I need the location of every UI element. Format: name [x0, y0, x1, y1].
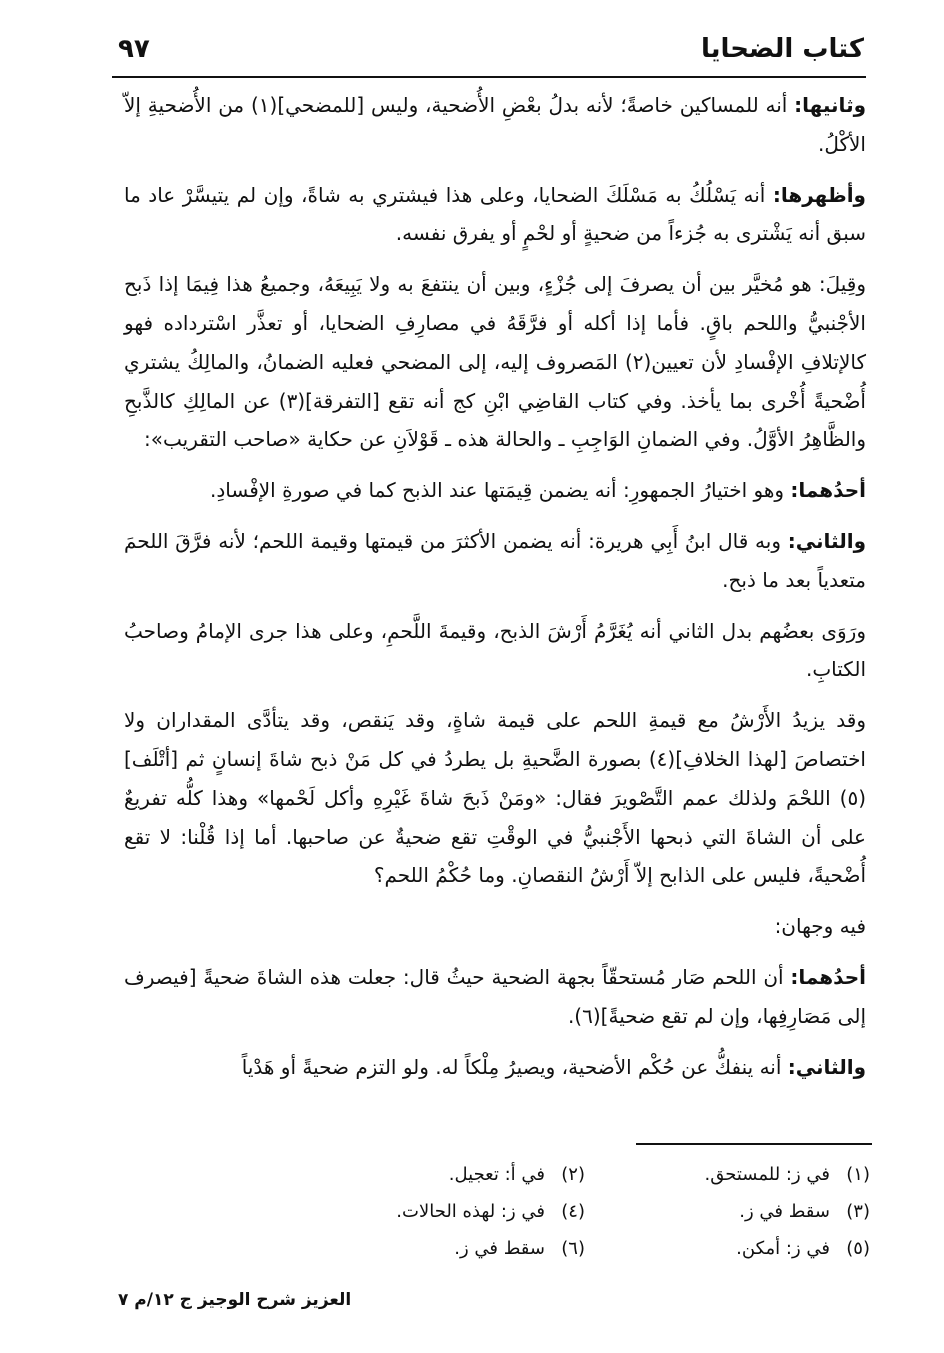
- paragraph: [124, 958, 866, 1036]
- footnote-number: (٤): [561, 1201, 585, 1222]
- paragraph-lead: والثاني:: [787, 1054, 866, 1079]
- body-text: [124, 86, 866, 1098]
- footnote: [585, 1238, 870, 1259]
- footnote-text: في ز: أمكن.: [736, 1238, 830, 1259]
- paragraph: [124, 471, 866, 510]
- footnote-row: [300, 1230, 870, 1267]
- paragraph: [124, 612, 866, 690]
- paragraph: [124, 265, 866, 459]
- paragraph-text: وقِيلَ: هو مُخيَّر بين أن يصرفَ إلى جُزْءٍ، وبين أن ينتفعَ به ولا يَبِيعَهُ، وجميعُ هذا فِيمَا إذا ذَبح الأجْنبيُّ واللحم باقٍ. فأما إذا أكله أو فرَّقَهُ في مصارِفِ الضحايا، أو تعذَّر اسْترداده فهو كالإتلافِ الإفْسادِ لأن تعيين(٢) المَصروف إليه، إلى المضحي فعليه الضمانُ، والمالِكُ يشتري أُضْحيةً أُخْرى بما يأخذ. وفي كتاب القاضِي ابْنِ كج أنه تقع [التفرقة](٣) عن المالِكِ كالذَّبحِ والظَّاهِرُ الأوَّلُ. وفي الضمانِ الوَاجِبِ ـ والحالة هذه ـ قَوْلاَنِ عن حكاية «صاحب التقريب»:: [124, 272, 866, 452]
- footnote-divider: [636, 1143, 872, 1145]
- header-divider: [112, 76, 866, 78]
- paragraph-text: أن اللحم صَار مُستحقّاً بجهة الضحية حيثُ قال: جعلت هذه الشاةَ ضحيةً [فيصرف إلى مَصَارِفِها، وإن لم تقع ضحيةً](٦).: [124, 964, 866, 1028]
- footnote: [300, 1201, 585, 1222]
- footnote-number: (٣): [846, 1201, 870, 1222]
- footnote-row: [300, 1156, 870, 1193]
- footnote-text: سقط في ز.: [739, 1201, 830, 1222]
- footnote: [300, 1164, 585, 1185]
- page-number: ٩٧: [118, 34, 150, 64]
- paragraph-text: أنه للمساكين خاصةً؛ لأنه بدلُ بعْضِ الأُضحية، وليس [للمضحي](١) من الأُضحيةِ إلاّ الأكْلُ.: [124, 93, 866, 156]
- footnote: [585, 1164, 870, 1185]
- paragraph-lead: أحدُهما:: [790, 478, 866, 503]
- paragraph: [124, 86, 866, 164]
- footnote-text: في أ: تعجيل.: [448, 1164, 545, 1185]
- footnote: [585, 1201, 870, 1222]
- book-signature: العزيز شرح الوجيز ج ١٢/م ٧: [118, 1290, 352, 1310]
- footnote-number: (٦): [561, 1238, 585, 1259]
- paragraph-text: أنه ينفكُّ عن حُكْم الأضحية، ويصيرُ مِلْكاً له. ولو التزم ضحيةً أو هَدْياً: [241, 1054, 788, 1079]
- footnote-text: سقط في ز.: [454, 1238, 545, 1259]
- footnote-number: (١): [846, 1164, 870, 1185]
- footnote: [300, 1238, 585, 1259]
- paragraph: [124, 522, 866, 600]
- footnote-row: [300, 1193, 870, 1230]
- footnote-text: في ز: لهذه الحالات.: [396, 1201, 545, 1222]
- chapter-title: كتاب الضحايا: [701, 34, 864, 64]
- paragraph-text: ورَوَى بعضُهم بدل الثاني أنه يُغَرَّمُ أَرْشَ الذبح، وقيمةَ اللَّحمِ، وعلى هذا جرى الإمامُ وصاحبُ الكتابِ.: [124, 618, 866, 682]
- paragraph-text: فيه وجهان:: [774, 914, 866, 939]
- paragraph: [124, 176, 866, 254]
- footnote-number: (٥): [846, 1238, 870, 1259]
- paragraph-text: أنه يَسْلُكُ به مَسْلَكَ الضحايا، وعلى هذا فيشتري به شاةً، وإن لم يتيسَّرْ عاد ما سبق أنه يَشْترى به جُزءاً من ضحيةٍ أو لحْمٍ أو يفرق نفسه.: [124, 182, 866, 246]
- paragraph-lead: أحدُهما:: [790, 964, 866, 989]
- paragraph-lead: وأظهرها:: [772, 182, 866, 207]
- paragraph: [124, 701, 866, 895]
- paragraph-text: وقد يزيدُ الأَرْشُ مع قيمةِ اللحم على قيمة شاةٍ، وقد يَنقص، وقد يتأدَّى المقداران ولا اختصاصَ [لهذا الخلافِ](٤) بصورة الضَّحيةِ بل يطردُ في كل مَنْ ذبح شاةَ إنسانٍ ثم [أتْلَف](٥) اللحْمَ ولذلك عمم التَّصْويرَ فقال: «ومَنْ ذَبحَ شاةَ غَيْرِهِ وأكل لَحْمها» وهذا كلُّه تفريعٌ على أن الشاةَ التي ذبحها الأَجْنبيُّ في الوقْتِ تقع ضحيةٌ عن صاحبها. أما إذا قُلْنا: لا تقع أُضْحيةً، فليس على الذابح إلاّ أَرْشُ النقصانِ. وما حُكْمُ اللحم؟: [124, 708, 866, 888]
- paragraph: [124, 907, 866, 946]
- paragraph-text: وهو اختيارُ الجمهورِ: أنه يضمن قِيمَتها عند الذبح كما في صورةِ الإفْسادِ.: [210, 478, 791, 503]
- footnotes: [300, 1156, 870, 1267]
- footnote-text: في ز: للمستحق.: [704, 1164, 830, 1185]
- paragraph: [124, 1048, 866, 1087]
- footnote-number: (٢): [561, 1164, 585, 1185]
- paragraph-text: وبه قال ابنُ أَبِي هريرة: أنه يضمن الأكثرَ من قيمتها وقيمة اللحم؛ لأنه فرَّقَ اللحمَ متعدياً بعد ما ذبح.: [124, 528, 866, 592]
- paragraph-lead: والثاني:: [787, 528, 866, 553]
- paragraph-lead: وثانيها:: [794, 93, 867, 117]
